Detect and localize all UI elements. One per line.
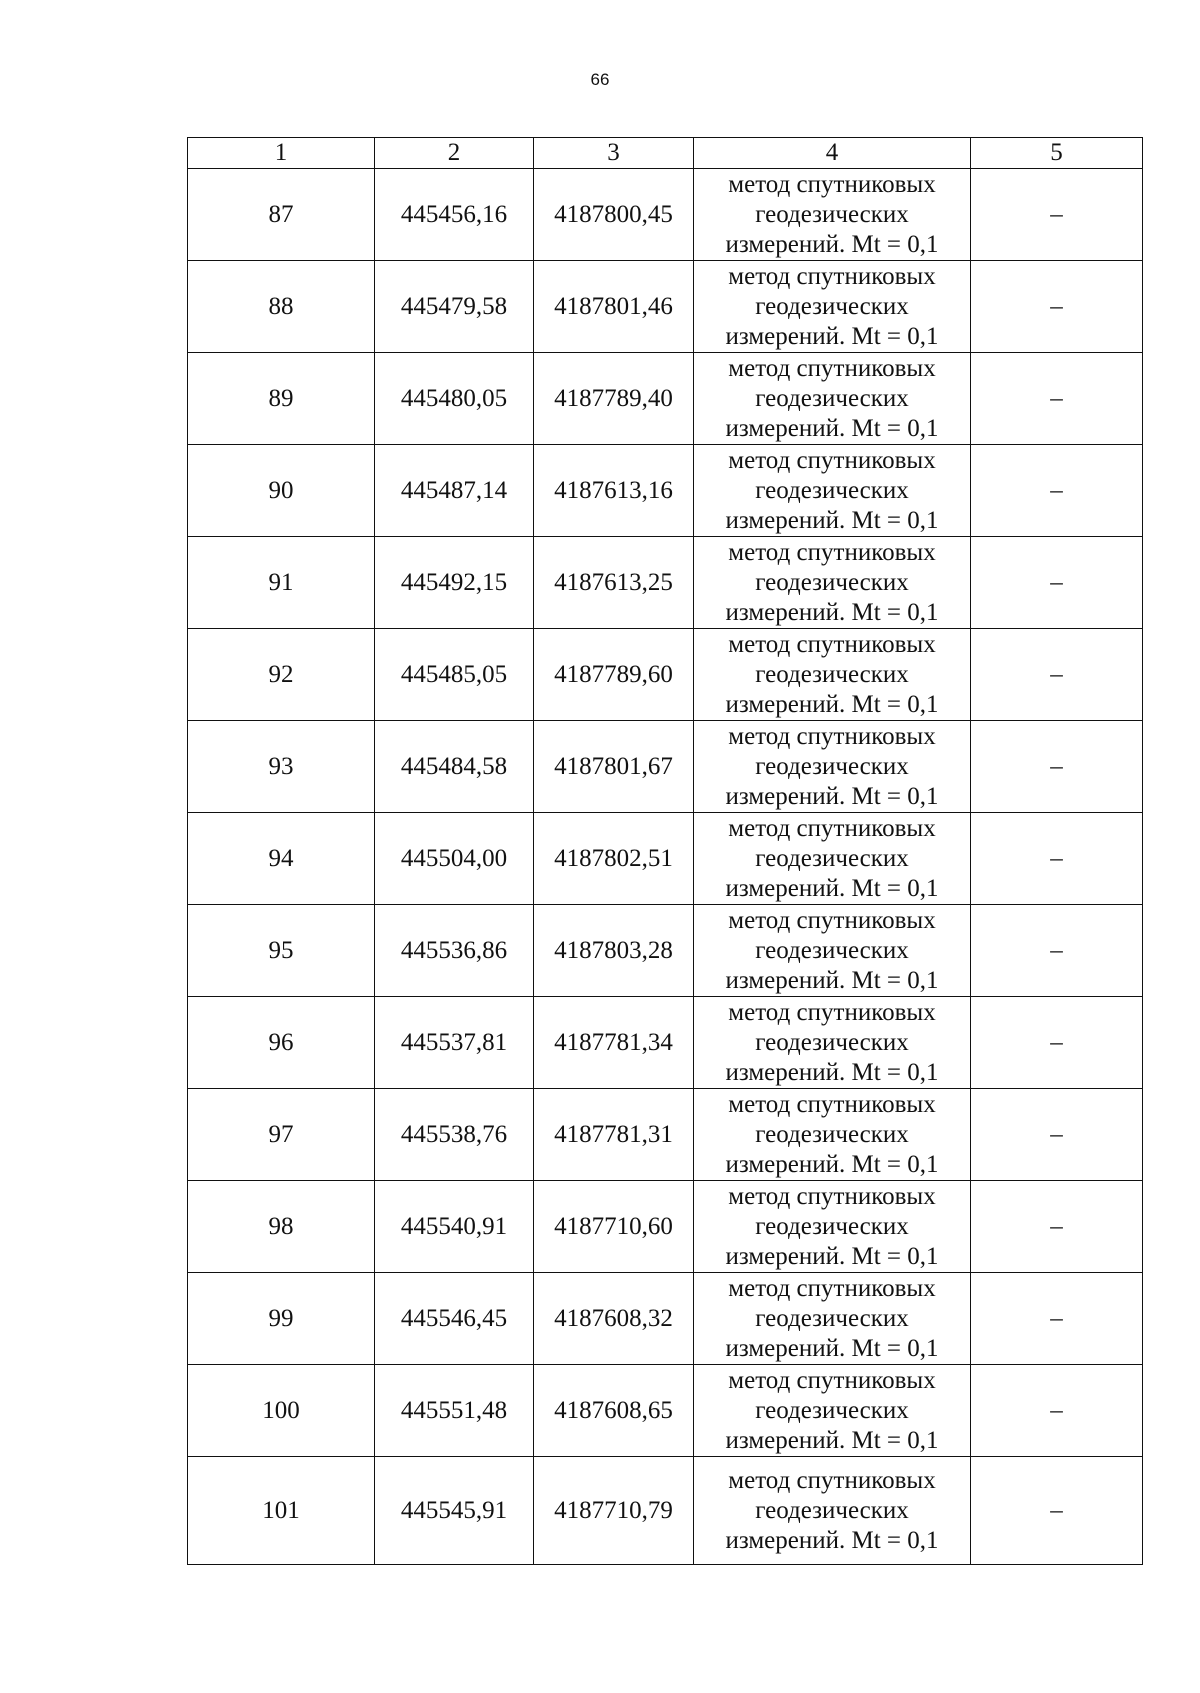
note-cell: – xyxy=(971,1089,1143,1181)
column-header-5: 5 xyxy=(971,138,1143,169)
point-number-cell: 94 xyxy=(188,813,375,905)
x-coordinate-cell: 445484,58 xyxy=(375,721,534,813)
method-line: метод спутниковых xyxy=(728,354,936,382)
method-line: измерений. Mt = 0,1 xyxy=(725,598,939,626)
table-row xyxy=(188,1181,1143,1273)
y-coordinate-cell: 4187789,40 xyxy=(534,353,694,445)
y-coordinate-cell: 4187781,34 xyxy=(534,997,694,1089)
page-number: 66 xyxy=(590,70,610,89)
column-header-3: 3 xyxy=(534,138,694,169)
note-cell: – xyxy=(971,813,1143,905)
method-line: метод спутниковых xyxy=(728,1466,936,1494)
note-cell: – xyxy=(971,169,1143,261)
note-cell: – xyxy=(971,721,1143,813)
x-coordinate-cell: 445545,91 xyxy=(375,1457,534,1565)
method-line: измерений. Mt = 0,1 xyxy=(725,506,939,534)
table-header-row xyxy=(188,138,1143,169)
note-cell: – xyxy=(971,629,1143,721)
y-coordinate-cell: 4187710,79 xyxy=(534,1457,694,1565)
point-number-cell: 91 xyxy=(188,537,375,629)
table-row xyxy=(188,169,1143,261)
method-line: геодезических xyxy=(755,384,909,412)
point-number-cell: 90 xyxy=(188,445,375,537)
method-line: измерений. Mt = 0,1 xyxy=(725,874,939,902)
point-number-cell: 87 xyxy=(188,169,375,261)
y-coordinate-cell: 4187789,60 xyxy=(534,629,694,721)
note-cell: – xyxy=(971,997,1143,1089)
point-number-cell: 89 xyxy=(188,353,375,445)
method-line: метод спутниковых xyxy=(728,170,936,198)
method-cell xyxy=(694,1181,971,1273)
method-line: метод спутниковых xyxy=(728,722,936,750)
table-row xyxy=(188,997,1143,1089)
note-cell: – xyxy=(971,1457,1143,1565)
column-header-1: 1 xyxy=(188,138,375,169)
table-body xyxy=(188,169,1143,1565)
method-line: метод спутниковых xyxy=(728,906,936,934)
method-line: измерений. Mt = 0,1 xyxy=(725,230,939,258)
method-line: метод спутниковых xyxy=(728,1090,936,1118)
note-cell: – xyxy=(971,1273,1143,1365)
x-coordinate-cell: 445487,14 xyxy=(375,445,534,537)
y-coordinate-cell: 4187613,25 xyxy=(534,537,694,629)
table-row xyxy=(188,353,1143,445)
method-line: метод спутниковых xyxy=(728,538,936,566)
method-line: измерений. Mt = 0,1 xyxy=(725,1150,939,1178)
table-row xyxy=(188,261,1143,353)
column-header-4: 4 xyxy=(694,138,971,169)
x-coordinate-cell: 445536,86 xyxy=(375,905,534,997)
method-line: геодезических xyxy=(755,1304,909,1332)
table-row xyxy=(188,629,1143,721)
table-row xyxy=(188,721,1143,813)
x-coordinate-cell: 445492,15 xyxy=(375,537,534,629)
method-line: геодезических xyxy=(755,568,909,596)
method-cell xyxy=(694,261,971,353)
method-cell xyxy=(694,169,971,261)
y-coordinate-cell: 4187781,31 xyxy=(534,1089,694,1181)
table-row xyxy=(188,905,1143,997)
method-line: измерений. Mt = 0,1 xyxy=(725,690,939,718)
table-row xyxy=(188,1273,1143,1365)
method-cell xyxy=(694,1273,971,1365)
method-line: метод спутниковых xyxy=(728,262,936,290)
method-line: измерений. Mt = 0,1 xyxy=(725,1526,939,1554)
method-line: измерений. Mt = 0,1 xyxy=(725,322,939,350)
method-line: геодезических xyxy=(755,1120,909,1148)
method-cell xyxy=(694,537,971,629)
note-cell: – xyxy=(971,261,1143,353)
table-row xyxy=(188,1089,1143,1181)
method-line: измерений. Mt = 0,1 xyxy=(725,1058,939,1086)
method-line: геодезических xyxy=(755,1496,909,1524)
method-line: измерений. Mt = 0,1 xyxy=(725,1334,939,1362)
method-cell xyxy=(694,997,971,1089)
method-line: метод спутниковых xyxy=(728,1274,936,1302)
table-row xyxy=(188,445,1143,537)
method-cell xyxy=(694,1457,971,1565)
method-line: геодезических xyxy=(755,292,909,320)
method-line: измерений. Mt = 0,1 xyxy=(725,1242,939,1270)
note-cell: – xyxy=(971,445,1143,537)
table-row xyxy=(188,537,1143,629)
method-line: метод спутниковых xyxy=(728,1182,936,1210)
x-coordinate-cell: 445456,16 xyxy=(375,169,534,261)
note-cell: – xyxy=(971,353,1143,445)
x-coordinate-cell: 445546,45 xyxy=(375,1273,534,1365)
x-coordinate-cell: 445551,48 xyxy=(375,1365,534,1457)
method-line: метод спутниковых xyxy=(728,998,936,1026)
x-coordinate-cell: 445485,05 xyxy=(375,629,534,721)
method-cell xyxy=(694,905,971,997)
point-number-cell: 93 xyxy=(188,721,375,813)
y-coordinate-cell: 4187613,16 xyxy=(534,445,694,537)
y-coordinate-cell: 4187800,45 xyxy=(534,169,694,261)
note-cell: – xyxy=(971,905,1143,997)
method-line: метод спутниковых xyxy=(728,630,936,658)
method-cell xyxy=(694,629,971,721)
point-number-cell: 99 xyxy=(188,1273,375,1365)
x-coordinate-cell: 445504,00 xyxy=(375,813,534,905)
note-cell: – xyxy=(971,1181,1143,1273)
method-cell xyxy=(694,353,971,445)
y-coordinate-cell: 4187801,46 xyxy=(534,261,694,353)
method-line: геодезических xyxy=(755,936,909,964)
method-line: измерений. Mt = 0,1 xyxy=(725,414,939,442)
method-line: геодезических xyxy=(755,660,909,688)
y-coordinate-cell: 4187608,65 xyxy=(534,1365,694,1457)
method-line: геодезических xyxy=(755,752,909,780)
note-cell: – xyxy=(971,537,1143,629)
table-row xyxy=(188,813,1143,905)
method-line: измерений. Mt = 0,1 xyxy=(725,782,939,810)
y-coordinate-cell: 4187802,51 xyxy=(534,813,694,905)
point-number-cell: 101 xyxy=(188,1457,375,1565)
point-number-cell: 96 xyxy=(188,997,375,1089)
note-cell: – xyxy=(971,1365,1143,1457)
method-line: геодезических xyxy=(755,1212,909,1240)
point-number-cell: 95 xyxy=(188,905,375,997)
point-number-cell: 92 xyxy=(188,629,375,721)
y-coordinate-cell: 4187803,28 xyxy=(534,905,694,997)
column-header-2: 2 xyxy=(375,138,534,169)
y-coordinate-cell: 4187710,60 xyxy=(534,1181,694,1273)
x-coordinate-cell: 445537,81 xyxy=(375,997,534,1089)
y-coordinate-cell: 4187608,32 xyxy=(534,1273,694,1365)
table-row xyxy=(188,1365,1143,1457)
x-coordinate-cell: 445479,58 xyxy=(375,261,534,353)
y-coordinate-cell: 4187801,67 xyxy=(534,721,694,813)
x-coordinate-cell: 445540,91 xyxy=(375,1181,534,1273)
method-cell xyxy=(694,1089,971,1181)
method-cell xyxy=(694,1365,971,1457)
method-cell xyxy=(694,813,971,905)
point-number-cell: 88 xyxy=(188,261,375,353)
x-coordinate-cell: 445538,76 xyxy=(375,1089,534,1181)
method-cell xyxy=(694,721,971,813)
method-line: геодезических xyxy=(755,844,909,872)
method-line: измерений. Mt = 0,1 xyxy=(725,966,939,994)
method-line: геодезических xyxy=(755,476,909,504)
point-number-cell: 98 xyxy=(188,1181,375,1273)
method-line: измерений. Mt = 0,1 xyxy=(725,1426,939,1454)
method-line: метод спутниковых xyxy=(728,1366,936,1394)
method-line: метод спутниковых xyxy=(728,814,936,842)
method-cell xyxy=(694,445,971,537)
method-line: геодезических xyxy=(755,1028,909,1056)
method-line: метод спутниковых xyxy=(728,446,936,474)
method-line: геодезических xyxy=(755,1396,909,1424)
table-row xyxy=(188,1457,1143,1565)
coordinates-table xyxy=(187,137,1143,1565)
point-number-cell: 100 xyxy=(188,1365,375,1457)
x-coordinate-cell: 445480,05 xyxy=(375,353,534,445)
point-number-cell: 97 xyxy=(188,1089,375,1181)
method-line: геодезических xyxy=(755,200,909,228)
